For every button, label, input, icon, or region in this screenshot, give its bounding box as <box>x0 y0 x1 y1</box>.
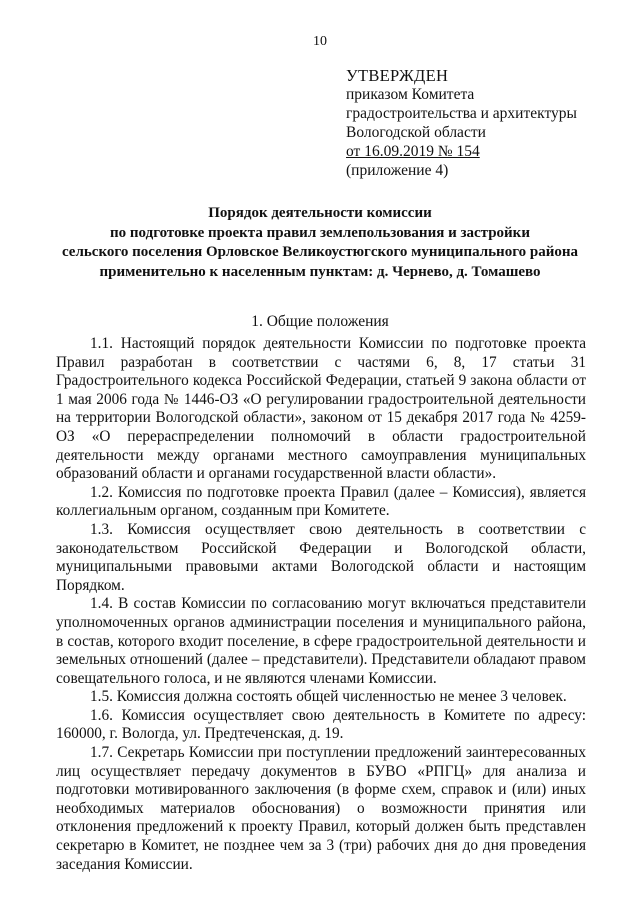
paragraph-1-6: 1.6. Комиссия осуществляет свою деятельность в Комитете по адресу: 160000, г. Вологда, ул. Предтеченская, д. 19. <box>56 706 586 743</box>
approval-line-2: градостроительства и архитектуры <box>346 105 577 122</box>
approval-heading: УТВЕРЖДЕН <box>346 66 449 85</box>
section-heading: 1. Общие положения <box>251 313 389 330</box>
paragraph-1-2: 1.2. Комиссия по подготовке проекта Правил (далее – Комиссия), является коллегиальным органом, созданным при Комитете. <box>56 483 586 520</box>
paragraph-1-3: 1.3. Комиссия осуществляет свою деятельность в соответствии с законодательством Российской Федерации и Вологодской области, муниципальными правовыми актами Вологодской области и настоящим Порядком. <box>56 520 586 594</box>
page-number: 10 <box>313 34 327 49</box>
approval-line-1: приказом Комитета <box>346 86 475 103</box>
paragraph-1-5: 1.5. Комиссия должна состоять общей численностью не менее 3 человек. <box>90 688 567 706</box>
approval-stamp-block <box>346 66 577 180</box>
paragraph-1-7: 1.7. Секретарь Комиссии при поступлении предложений заинтересованных лиц осуществляет передачу документов в БУВО «РПГЦ» для анализа и подготовки мотивированного заключения (в форме схем, справок и (или) иных необходимых материалов обоснования) о возможности принятия или отклонения предложений к проекту Правил, который должен быть представлен секретарю в Комитет, не позднее чем за 3 (три) рабочих дня до дня проведения заседания Комиссии. <box>56 744 586 873</box>
paragraph-1-4: 1.4. В состав Комиссии по согласованию могут включаться представители уполномоченных органов администрации поселения и муниципального района, в состав, которого входит поселение, в сфере градостроительной деятельности и земельных отношений (далее – представители). Представители обладают правом совещательного голоса, и не являются членами Комиссии. <box>56 595 586 687</box>
title-line-1: Порядок деятельности комиссии <box>208 205 432 221</box>
approval-order-number: от 16.09.2019 № 154 <box>346 143 480 160</box>
title-line-2: по подготовке проекта правил землепользования и застройки <box>110 224 530 241</box>
approval-appendix: (приложение 4) <box>346 162 449 179</box>
paragraph-1-1: 1.1. Настоящий порядок деятельности Комиссии по подготовке проекта Правил разработан в соответствии с частями 6, 8, 17 статьи 31 Градостроительного кодекса Российской Федерации, статьей 9 закона области от 1 мая 2006 года № 1446-ОЗ «О регулировании градостроительной деятельности на территории Вологодской области», законом от 15 декабря 2017 года № 4259-ОЗ «О перераспределении полномочий в области градостроительной деятельности между органами местного самоуправления муниципальных образований области и органами государственной власти области». <box>56 335 586 483</box>
title-line-4: применительно к населенным пунктам: д. Чернево, д. Томашево <box>99 263 541 280</box>
document-body <box>56 335 586 874</box>
approval-line-3: Вологодской области <box>346 124 486 141</box>
document-title <box>40 204 600 282</box>
title-line-3: сельского поселения Орловское Великоустюгского муниципального района <box>61 244 579 260</box>
